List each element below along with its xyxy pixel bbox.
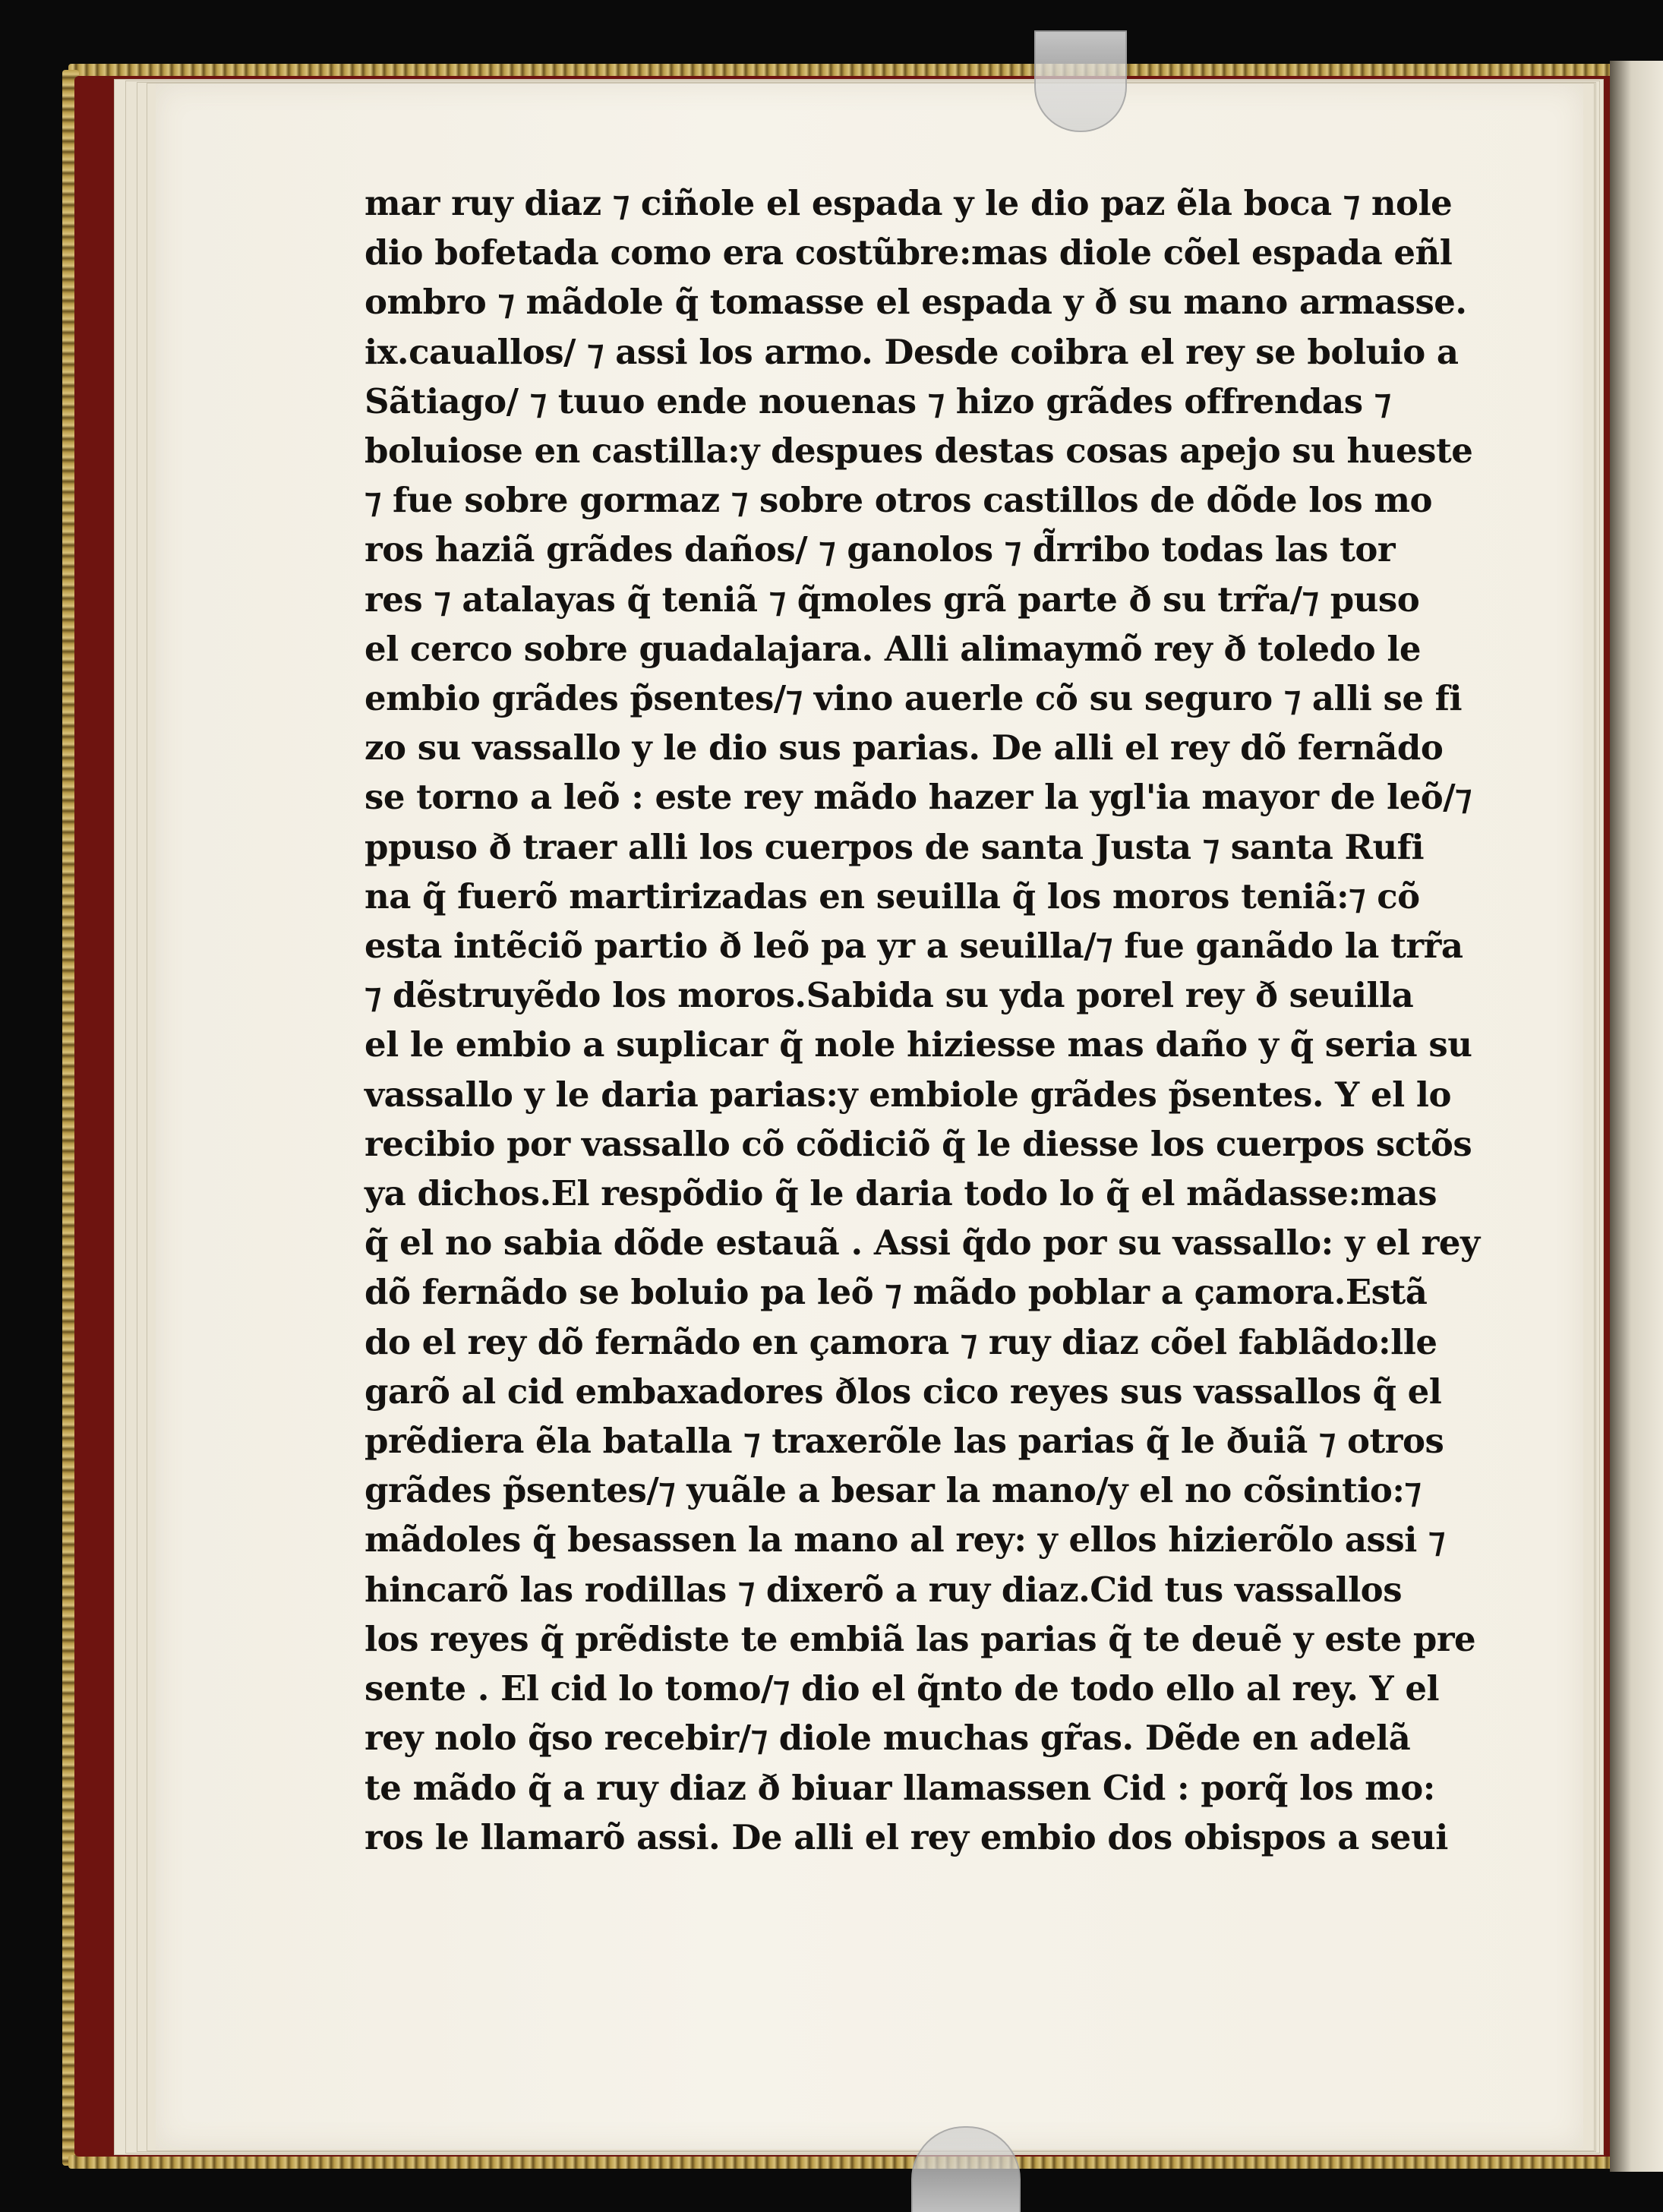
text-line: ppuso ð traer alli los cuerpos de santa Justa ⁊ santa Rufi bbox=[364, 826, 1425, 867]
text-line: sente . El cid lo tomo/⁊ dio el q̃nto de todo ello al rey. Y el bbox=[364, 1668, 1440, 1709]
text-line: res ⁊ atalayas q̃ teniã ⁊ q̃moles grã parte ð su trr̃a/⁊ puso bbox=[364, 579, 1420, 620]
text-line: na q̃ fuerõ martirizadas en seuilla q̃ los moros teniã:⁊ cõ bbox=[364, 876, 1420, 917]
text-line: ⁊ dẽstruyẽdo los moros.Sabida su yda porel rey ð seuilla bbox=[364, 975, 1414, 1016]
text-line: prẽdiera ẽla batalla ⁊ traxerõle las parias q̃ le ðuiã ⁊ otros bbox=[364, 1421, 1444, 1462]
text-line: zo su vassallo y le dio sus parias. De alli el rey dõ fernãdo bbox=[364, 727, 1444, 768]
gilt-border-bottom bbox=[68, 2155, 1633, 2169]
text-line: ros le llamarõ assi. De alli el rey embio dos obispos a seui bbox=[364, 1816, 1448, 1857]
text-line: hincarõ las rodillas ⁊ dixerõ a ruy diaz.Cid tus vassallos bbox=[364, 1569, 1403, 1610]
facing-page-edge bbox=[1610, 61, 1663, 2172]
text-line: recibio por vassallo cõ cõdiciõ q̃ le diesse los cuerpos sctõs bbox=[364, 1123, 1472, 1164]
text-line: se torno a leõ : este rey mãdo hazer la ygl'ia mayor de leõ/⁊ bbox=[364, 777, 1472, 818]
text-line: mãdoles q̃ besassen la mano al rey: y ellos hizierõlo assi ⁊ bbox=[364, 1519, 1445, 1560]
text-line: el cerco sobre guadalajara. Alli alimaymõ rey ð toledo le bbox=[364, 628, 1422, 669]
text-line: esta intẽciõ partio ð leõ pa yr a seuilla/⁊ fue ganãdo la trr̃a bbox=[364, 926, 1463, 967]
text-line: te mãdo q̃ a ruy diaz ð biuar llamassen Cid : porq̃ los mo: bbox=[364, 1767, 1435, 1808]
text-line: ombro ⁊ mãdole q̃ tomasse el espada y ð su mano armasse. bbox=[364, 282, 1467, 323]
text-line: vassallo y le daria parias:y embiole grãdes p̃sentes. Y el lo bbox=[364, 1074, 1451, 1115]
text-line: dio bofetada como era costũbre:mas diole cõel espada eñl bbox=[364, 232, 1453, 273]
text-line: ⁊ fue sobre gormaz ⁊ sobre otros castillos de dõde los mo bbox=[364, 480, 1433, 521]
text-line: dõ fernãdo se boluio pa leõ ⁊ mãdo poblar a çamora.Estã bbox=[364, 1272, 1428, 1313]
text-line: grãdes p̃sentes/⁊ yuãle a besar la mano/y el no cõsintio:⁊ bbox=[364, 1470, 1422, 1511]
text-block bbox=[364, 178, 1549, 1862]
text-line: Sãtiago/ ⁊ tuuo ende nouenas ⁊ hizo grãdes offrendas ⁊ bbox=[364, 380, 1391, 421]
text-line: boluiose en castilla:y despues destas cosas apejo su hueste bbox=[364, 431, 1473, 472]
text-line: ix.cauallos/ ⁊ assi los armo. Desde coibra el rey se boluio a bbox=[364, 331, 1459, 372]
text-line: garõ al cid embaxadores ðlos cico reyes sus vassallos q̃ el bbox=[364, 1371, 1442, 1412]
text-line: los reyes q̃ prẽdiste te embiã las parias q̃ te deuẽ y este pre bbox=[364, 1618, 1476, 1659]
page-clip-top bbox=[1034, 30, 1127, 132]
text-line: rey nolo q̃so recebir/⁊ diole muchas gr̃as. Dẽde en adelã bbox=[364, 1718, 1411, 1759]
text-line: do el rey dõ fernãdo en çamora ⁊ ruy diaz cõel fablãdo:lle bbox=[364, 1321, 1437, 1362]
text-line: mar ruy diaz ⁊ ciñole el espada y le dio paz ẽla boca ⁊ nole bbox=[364, 183, 1453, 223]
text-line: ya dichos.El respõdio q̃ le daria todo lo q̃ el mãdasse:mas bbox=[364, 1173, 1437, 1214]
text-line: embio grãdes p̃sentes/⁊ vino auerle cõ su seguro ⁊ alli se fi bbox=[364, 678, 1463, 719]
text-line: q̃ el no sabia dõde estauã . Assi q̃do por su vassallo: y el rey bbox=[364, 1223, 1480, 1264]
text-line: ros haziã grãdes daños/ ⁊ ganolos ⁊ d̃rribo todas las tor bbox=[364, 529, 1396, 570]
text-line: el le embio a suplicar q̃ nole hiziesse mas daño y q̃ seria su bbox=[364, 1024, 1472, 1065]
